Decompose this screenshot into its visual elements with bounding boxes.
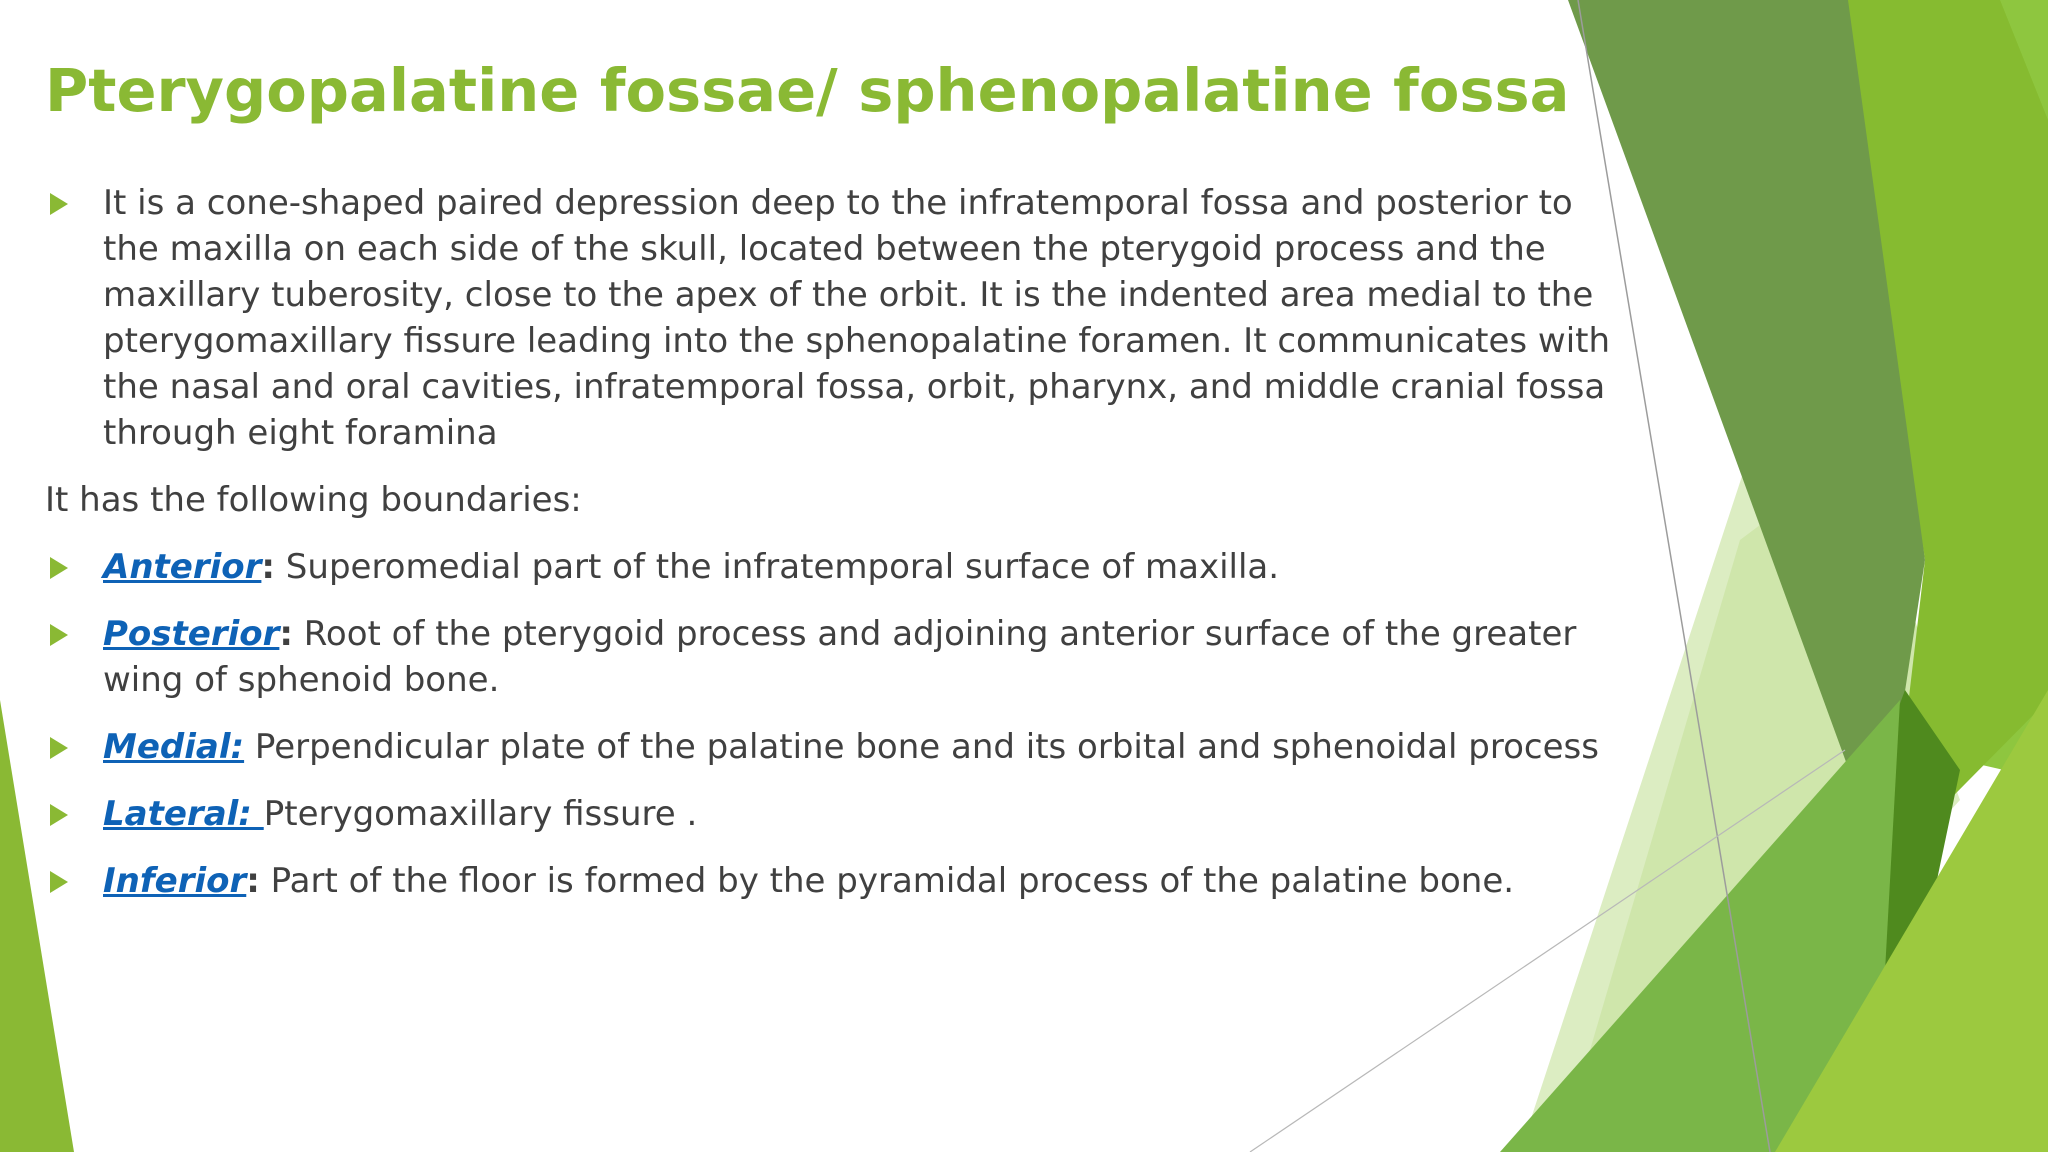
intro-bullet <box>45 180 1625 456</box>
boundary-description: Part of the floor is formed by the pyramidal process of the palatine bone. <box>259 861 1515 901</box>
boundary-item-posterior <box>45 611 1625 703</box>
boundary-description: Superomedial part of the infratemporal surface of maxilla. <box>275 547 1280 587</box>
boundary-separator: : <box>279 614 293 654</box>
bullet-triangle-icon <box>50 193 68 215</box>
boundary-term-link[interactable]: Lateral: <box>103 794 264 834</box>
boundary-item-anterior <box>45 544 1625 590</box>
boundaries-heading: It has the following boundaries: <box>45 480 582 520</box>
boundary-term-link[interactable]: Inferior <box>103 861 247 901</box>
bullet-triangle-icon <box>50 871 68 893</box>
bullet-triangle-icon <box>50 737 68 759</box>
boundary-term-link[interactable]: Posterior <box>103 614 280 654</box>
boundary-term-link[interactable]: Medial: <box>103 727 245 767</box>
boundary-item-lateral <box>45 791 1625 837</box>
boundary-description: Perpendicular plate of the palatine bone and its orbital and sphenoidal process <box>244 727 1599 767</box>
boundary-description: Pterygomaxillary fissure . <box>263 794 698 834</box>
intro-bullet-text: It is a cone-shaped paired depression deep to the infratemporal fossa and posterior to the maxilla on each side of the skull, located between the pterygoid process and the maxillary tuberosity, close to the apex of the orbit. It is the indented area medial to the pterygomaxillary fissure leading into the sphenopalatine foramen. It communicates with the nasal and oral cavities, infratemporal fossa, orbit, pharynx, and middle cranial fossa through eight foramina <box>103 183 1611 453</box>
bullet-triangle-icon <box>50 804 68 826</box>
boundary-item-medial <box>45 724 1625 770</box>
bullet-triangle-icon <box>50 624 68 646</box>
boundary-separator: : <box>246 861 260 901</box>
slide-body <box>45 180 1625 925</box>
boundary-separator: : <box>261 547 275 587</box>
boundary-term-link[interactable]: Anterior <box>103 547 262 587</box>
slide-title: Pterygopalatine fossae/ sphenopalatine fossa <box>45 56 1570 125</box>
boundary-item-inferior <box>45 858 1625 904</box>
bullet-triangle-icon <box>50 557 68 579</box>
boundary-description: Root of the pterygoid process and adjoining anterior surface of the greater wing of sphenoid bone. <box>103 614 1577 700</box>
